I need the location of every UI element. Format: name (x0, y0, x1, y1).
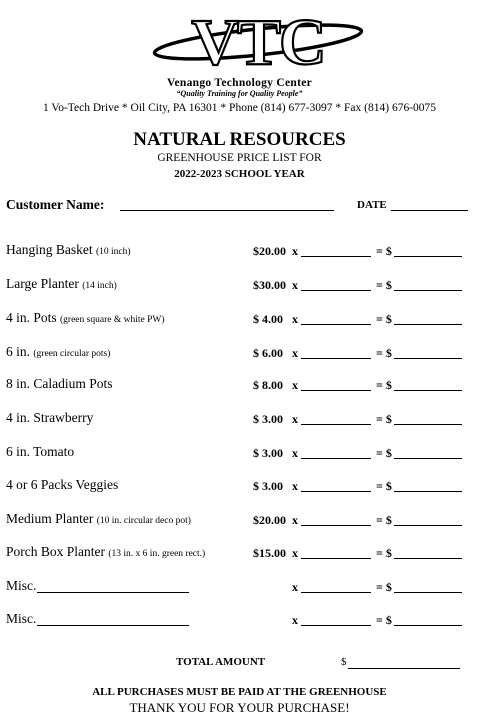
item-name (6, 344, 110, 360)
quantity-field[interactable] (301, 324, 371, 325)
item-label: Medium Planter (6, 511, 94, 526)
price-row (0, 276, 479, 296)
item-label: 6 in. (6, 344, 31, 359)
item-price: $ 8.00 (253, 378, 283, 392)
item-price: $15.00 (253, 546, 286, 560)
item-label: 6 in. Tomato (6, 444, 75, 459)
item-label: Misc. (6, 611, 37, 626)
page-title: NATURAL RESOURCES (133, 129, 346, 150)
payment-notice: ALL PURCHASES MUST BE PAID AT THE GREENHOUSE (92, 686, 387, 698)
item-name (6, 578, 36, 594)
item-price: $30.00 (253, 278, 286, 292)
multiply-sign: x (292, 412, 298, 426)
item-label: 8 in. Caladium Pots (6, 376, 113, 391)
item-name (6, 611, 36, 627)
item-name (6, 444, 74, 460)
item-price: $ 6.00 (253, 346, 283, 360)
multiply-sign: x (292, 613, 298, 627)
logo-letters: VTC (191, 6, 325, 74)
price-row (0, 410, 479, 430)
multiply-sign: x (292, 312, 298, 326)
price-row (0, 544, 479, 564)
subtotal-field[interactable] (394, 290, 462, 291)
equals-dollar: = $ (376, 580, 392, 594)
subtotal-field[interactable] (394, 358, 462, 359)
subtotal-field[interactable] (394, 525, 462, 526)
quantity-field[interactable] (301, 424, 371, 425)
item-label: 4 in. Strawberry (6, 410, 94, 425)
customer-name-field[interactable] (120, 210, 334, 211)
item-name (6, 477, 118, 493)
equals-dollar: = $ (376, 513, 392, 527)
price-row (0, 310, 479, 330)
thank-you-message: THANK YOU FOR YOUR PURCHASE! (129, 700, 350, 715)
quantity-field[interactable] (301, 592, 371, 593)
item-label: Hanging Basket (6, 242, 93, 257)
item-name (6, 511, 191, 527)
item-label: Porch Box Planter (6, 544, 105, 559)
item-price: $ 3.00 (253, 479, 283, 493)
item-name (6, 310, 164, 326)
multiply-sign: x (292, 278, 298, 292)
price-row (0, 477, 479, 497)
item-label: 4 or 6 Packs Veggies (6, 477, 119, 492)
customer-name-label: Customer Name: (6, 197, 105, 212)
address-line: 1 Vo-Tech Drive * Oil City, PA 16301 * Phone (814) 677-3097 * Fax (814) 676-0075 (42, 102, 437, 114)
tagline: “Quality Training for Quality People” (176, 89, 303, 98)
item-note: (green circular pots) (33, 349, 111, 359)
org-name: Venango Technology Center (166, 77, 313, 89)
total-amount-label: TOTAL AMOUNT (176, 656, 266, 668)
quantity-field[interactable] (301, 290, 371, 291)
date-field[interactable] (391, 210, 468, 211)
total-amount-field[interactable] (348, 668, 460, 669)
subtotal-field[interactable] (394, 625, 462, 626)
misc-description-field[interactable] (37, 625, 189, 626)
subtotal-field[interactable] (394, 458, 462, 459)
item-name (6, 376, 113, 392)
item-note: (10 inch) (96, 247, 131, 257)
item-price: $ 3.00 (253, 412, 283, 426)
multiply-sign: x (292, 378, 298, 392)
total-dollar-sign: $ (341, 656, 347, 668)
item-price: $20.00 (253, 513, 286, 527)
multiply-sign: x (292, 546, 298, 560)
page-subtitle: GREENHOUSE PRICE LIST FOR (157, 152, 322, 164)
quantity-field[interactable] (301, 458, 371, 459)
price-row (0, 242, 479, 262)
item-label: 4 in. Pots (6, 310, 57, 325)
item-note: (green square & white PW) (60, 315, 165, 325)
subtotal-field[interactable] (394, 324, 462, 325)
equals-dollar: = $ (376, 378, 392, 392)
item-price: $ 3.00 (253, 446, 283, 460)
equals-dollar: = $ (376, 613, 392, 627)
equals-dollar: = $ (376, 412, 392, 426)
price-row (0, 611, 479, 631)
price-row (0, 444, 479, 464)
item-note: (10 in. circular deco pot) (96, 516, 191, 526)
quantity-field[interactable] (301, 390, 371, 391)
multiply-sign: x (292, 446, 298, 460)
item-price: $ 4.00 (253, 312, 283, 326)
price-row (0, 578, 479, 598)
equals-dollar: = $ (376, 546, 392, 560)
price-row (0, 344, 479, 364)
multiply-sign: x (292, 580, 298, 594)
item-note: (14 inch) (82, 281, 117, 291)
item-label: Misc. (6, 578, 37, 593)
subtotal-field[interactable] (394, 390, 462, 391)
quantity-field[interactable] (301, 256, 371, 257)
item-name (6, 410, 93, 426)
item-label: Large Planter (6, 276, 79, 291)
equals-dollar: = $ (376, 446, 392, 460)
price-row (0, 511, 479, 531)
date-label: DATE (357, 199, 387, 211)
multiply-sign: x (292, 513, 298, 527)
vtc-logo (150, 2, 365, 74)
item-name (6, 544, 205, 560)
price-row (0, 376, 479, 396)
subtotal-field[interactable] (394, 558, 462, 559)
item-note: (13 in. x 6 in. green rect.) (108, 549, 206, 559)
item-name (6, 276, 117, 292)
equals-dollar: = $ (376, 346, 392, 360)
multiply-sign: x (292, 346, 298, 360)
quantity-field[interactable] (301, 491, 371, 492)
equals-dollar: = $ (376, 479, 392, 493)
equals-dollar: = $ (376, 312, 392, 326)
quantity-field[interactable] (301, 625, 371, 626)
quantity-field[interactable] (301, 358, 371, 359)
multiply-sign: x (292, 244, 298, 258)
subtotal-field[interactable] (394, 491, 462, 492)
school-year: 2022-2023 SCHOOL YEAR (174, 168, 305, 180)
misc-description-field[interactable] (37, 592, 189, 593)
multiply-sign: x (292, 479, 298, 493)
subtotal-field[interactable] (394, 256, 462, 257)
quantity-field[interactable] (301, 525, 371, 526)
equals-dollar: = $ (376, 278, 392, 292)
subtotal-field[interactable] (394, 424, 462, 425)
item-name (6, 242, 131, 258)
equals-dollar: = $ (376, 244, 392, 258)
quantity-field[interactable] (301, 558, 371, 559)
item-price: $20.00 (253, 244, 286, 258)
subtotal-field[interactable] (394, 592, 462, 593)
